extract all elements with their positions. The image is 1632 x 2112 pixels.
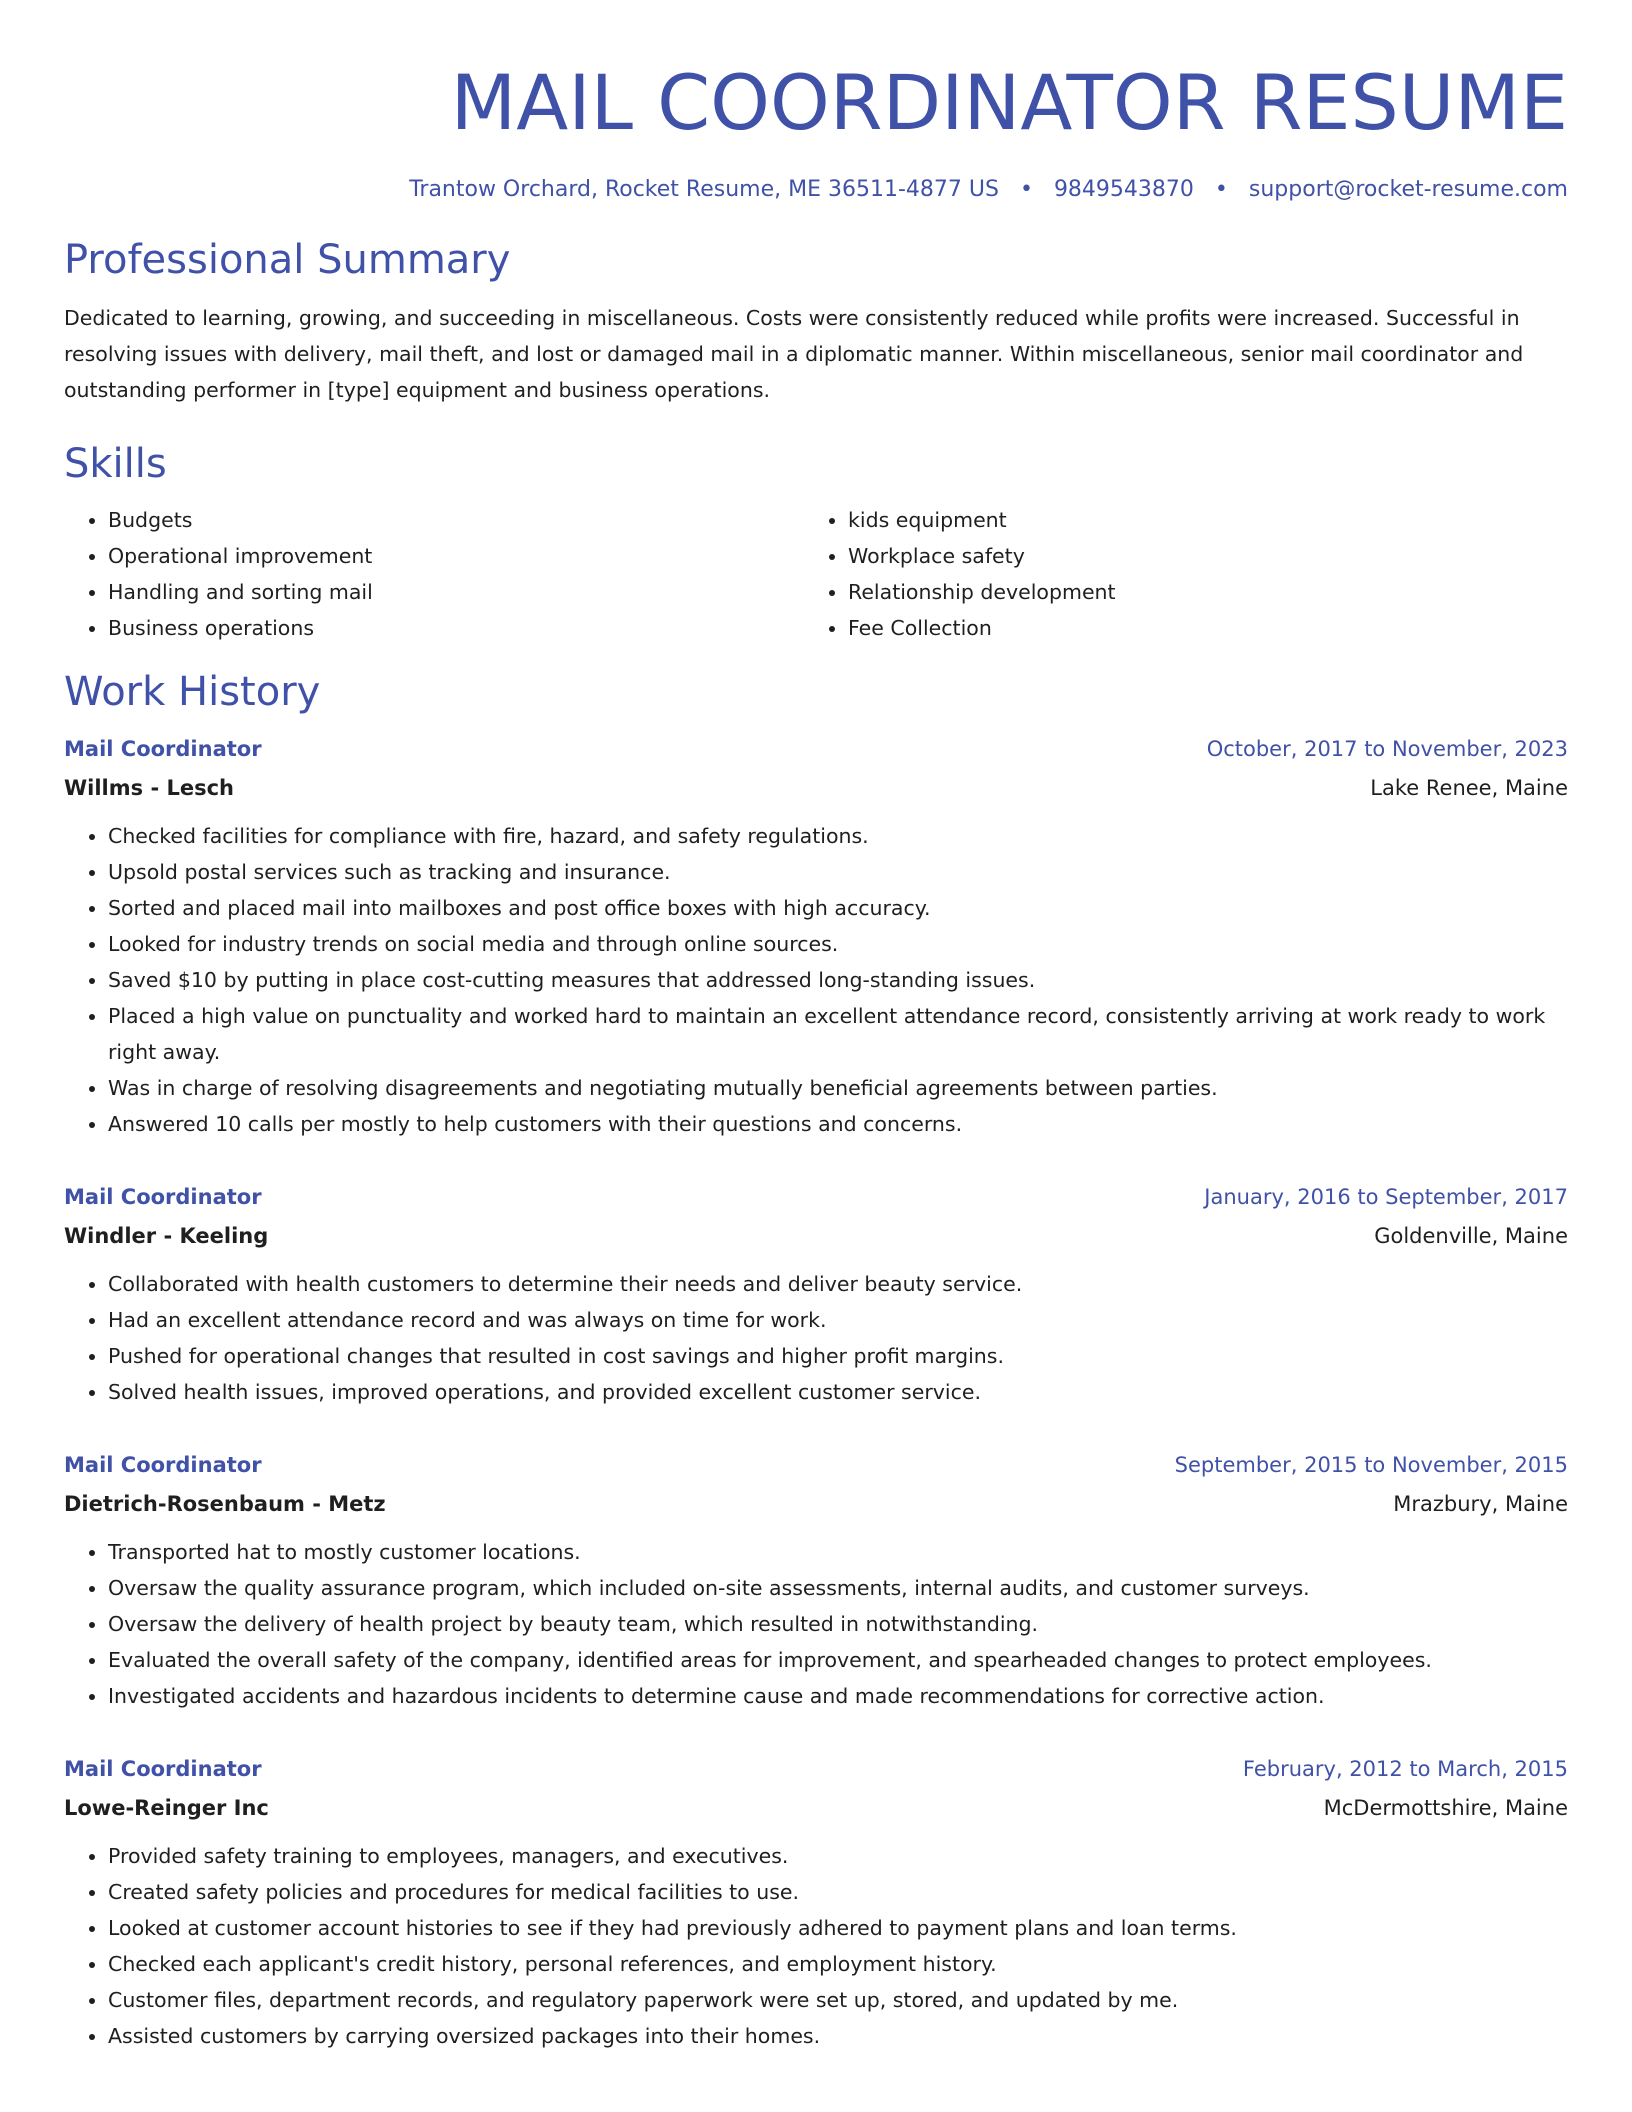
job-entry	[64, 1178, 1568, 1410]
job-subheader	[64, 1788, 1568, 1828]
job-location: McDermottshire, Maine	[1323, 1796, 1568, 1820]
job-location: Goldenville, Maine	[1374, 1224, 1568, 1248]
skills-heading: Skills	[64, 441, 167, 487]
job-bullet: • Provided safety training to employees, managers, and executives.	[108, 1838, 1568, 1874]
job-bullet: • Assisted customers by carrying oversized packages into their homes.	[108, 2018, 1568, 2054]
job-dates: February, 2012 to March, 2015	[1242, 1757, 1568, 1781]
job-bullet: • Placed a high value on punctuality and worked hard to maintain an excellent attendance record, consistently arriving at work ready to work right away.	[108, 998, 1568, 1070]
skill-item: • Workplace safety	[848, 538, 1544, 574]
job-bullet: • Sorted and placed mail into mailboxes and post office boxes with high accuracy.	[108, 890, 1568, 926]
job-location: Lake Renee, Maine	[1370, 776, 1568, 800]
skill-item: • Budgets	[108, 502, 804, 538]
job-bullet: • Had an excellent attendance record and was always on time for work.	[108, 1302, 1568, 1338]
job-role: Mail Coordinator	[64, 1185, 262, 1209]
job-entry	[64, 730, 1568, 1142]
job-bullet: • Transported hat to mostly customer locations.	[108, 1534, 1568, 1570]
skill-item: • Operational improvement	[108, 538, 804, 574]
job-bullet: • Was in charge of resolving disagreements and negotiating mutually beneficial agreements between parties.	[108, 1070, 1568, 1106]
job-bullets	[64, 1534, 1568, 1714]
skills-column-left	[64, 502, 804, 646]
contact-address: Trantow Orchard, Rocket Resume, ME 36511-4877 US	[409, 177, 999, 202]
job-subheader	[64, 1216, 1568, 1256]
job-bullets	[64, 1838, 1568, 2054]
contact-separator: •	[1214, 177, 1228, 202]
job-subheader	[64, 768, 1568, 808]
job-bullet: • Checked each applicant's credit history, personal references, and employment history.	[108, 1946, 1568, 1982]
summary-heading: Professional Summary	[64, 237, 511, 283]
summary-text: Dedicated to learning, growing, and succeeding in miscellaneous. Costs were consistently reduced while profits were increased. Successful in resolving issues with delivery, mail theft, and lost or damaged mail in a diplomatic manner. Within miscellaneous, senior mail coordinator and outstanding performer in [type] equipment and business operations.	[64, 306, 1524, 402]
resume-page	[64, 0, 1568, 2054]
job-dates: October, 2017 to November, 2023	[1206, 737, 1568, 761]
job-bullet: • Oversaw the delivery of health project by beauty team, which resulted in notwithstanding.	[108, 1606, 1568, 1642]
job-company: Dietrich-Rosenbaum - Metz	[64, 1492, 386, 1516]
job-company: Lowe-Reinger Inc	[64, 1796, 269, 1820]
skills-list	[64, 502, 1568, 646]
job-role: Mail Coordinator	[64, 737, 262, 761]
skill-item: • Business operations	[108, 610, 804, 646]
contact-separator: •	[1019, 177, 1033, 202]
job-bullet: • Solved health issues, improved operations, and provided excellent customer service.	[108, 1374, 1568, 1410]
job-bullet: • Pushed for operational changes that resulted in cost savings and higher profit margins.	[108, 1338, 1568, 1374]
job-bullet: • Saved $10 by putting in place cost-cutting measures that addressed long-standing issues.	[108, 962, 1568, 998]
skill-item: • Fee Collection	[848, 610, 1544, 646]
job-bullet: • Answered 10 calls per mostly to help customers with their questions and concerns.	[108, 1106, 1568, 1142]
job-bullet: • Looked at customer account histories to see if they had previously adhered to payment plans and loan terms.	[108, 1910, 1568, 1946]
job-header	[64, 730, 1568, 768]
contact-phone: 9849543870	[1053, 177, 1194, 202]
contact-line	[64, 174, 1568, 206]
skill-item: • kids equipment	[848, 502, 1544, 538]
job-bullet: • Investigated accidents and hazardous incidents to determine cause and made recommendations for corrective action.	[108, 1678, 1568, 1714]
job-entry	[64, 1750, 1568, 2054]
job-header	[64, 1750, 1568, 1788]
job-dates: January, 2016 to September, 2017	[1204, 1185, 1568, 1209]
job-header	[64, 1178, 1568, 1216]
job-bullets	[64, 1266, 1568, 1410]
job-dates: September, 2015 to November, 2015	[1174, 1453, 1568, 1477]
job-role: Mail Coordinator	[64, 1757, 262, 1781]
job-location: Mrazbury, Maine	[1393, 1492, 1568, 1516]
contact-email: support@rocket-resume.com	[1248, 177, 1568, 202]
job-bullet: • Evaluated the overall safety of the company, identified areas for improvement, and spearheaded changes to protect employees.	[108, 1642, 1568, 1678]
skills-column-right	[804, 502, 1544, 646]
job-entry	[64, 1446, 1568, 1714]
job-company: Willms - Lesch	[64, 776, 234, 800]
job-role: Mail Coordinator	[64, 1453, 262, 1477]
skill-item: • Relationship development	[848, 574, 1544, 610]
job-bullet: • Upsold postal services such as tracking and insurance.	[108, 854, 1568, 890]
job-company: Windler - Keeling	[64, 1224, 269, 1248]
job-bullet: • Collaborated with health customers to determine their needs and deliver beauty service.	[108, 1266, 1568, 1302]
job-bullet: • Customer files, department records, and regulatory paperwork were set up, stored, and updated by me.	[108, 1982, 1568, 2018]
job-bullet: • Checked facilities for compliance with fire, hazard, and safety regulations.	[108, 818, 1568, 854]
skill-item: • Handling and sorting mail	[108, 574, 804, 610]
job-bullet: • Looked for industry trends on social media and through online sources.	[108, 926, 1568, 962]
job-bullet: • Created safety policies and procedures for medical facilities to use.	[108, 1874, 1568, 1910]
resume-title: MAIL COORDINATOR RESUME	[450, 58, 1568, 147]
job-bullets	[64, 818, 1568, 1142]
work-history-heading: Work History	[64, 669, 321, 715]
job-header	[64, 1446, 1568, 1484]
job-bullet: • Oversaw the quality assurance program, which included on-site assessments, internal audits, and customer surveys.	[108, 1570, 1568, 1606]
job-subheader	[64, 1484, 1568, 1524]
